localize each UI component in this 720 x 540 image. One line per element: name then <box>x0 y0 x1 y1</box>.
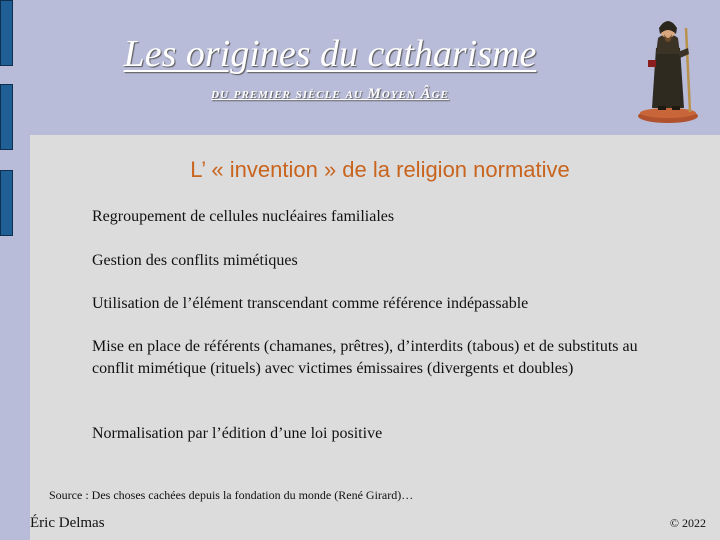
bullet-item: Mise en place de référents (chamanes, prêtres), d’interdits (tabous) et de substituts au conflit mimétique (rituels) avec victimes émissaires (divergents et doubles) <box>92 338 638 377</box>
side-tab-1 <box>0 0 13 66</box>
source-note: Source : Des choses cachées depuis la fondation du monde (René Girard)… <box>49 488 414 502</box>
bullet-item: Utilisation de l’élément transcendant comme référence indépassable <box>92 295 529 312</box>
bullet-item: Regroupement de cellules nucléaires familiales <box>92 208 395 225</box>
monk-figurine-icon <box>634 8 704 126</box>
bullet-item: Normalisation par l’édition d’une loi positive <box>92 425 383 442</box>
slide-content <box>30 135 720 540</box>
copyright-notice: © 2022 <box>669 516 706 530</box>
slide-header <box>0 0 720 135</box>
side-tab-3 <box>0 170 13 236</box>
slide-subtitle: du premier siècle au Moyen Âge <box>211 86 449 102</box>
side-tab-2 <box>0 84 13 150</box>
left-band <box>0 0 30 540</box>
author-name: Éric Delmas <box>30 515 105 531</box>
bullet-item: Gestion des conflits mimétiques <box>92 252 298 269</box>
section-title: L’ « invention » de la religion normative <box>190 157 570 182</box>
slide-title: Les origines du catharisme <box>123 33 537 75</box>
